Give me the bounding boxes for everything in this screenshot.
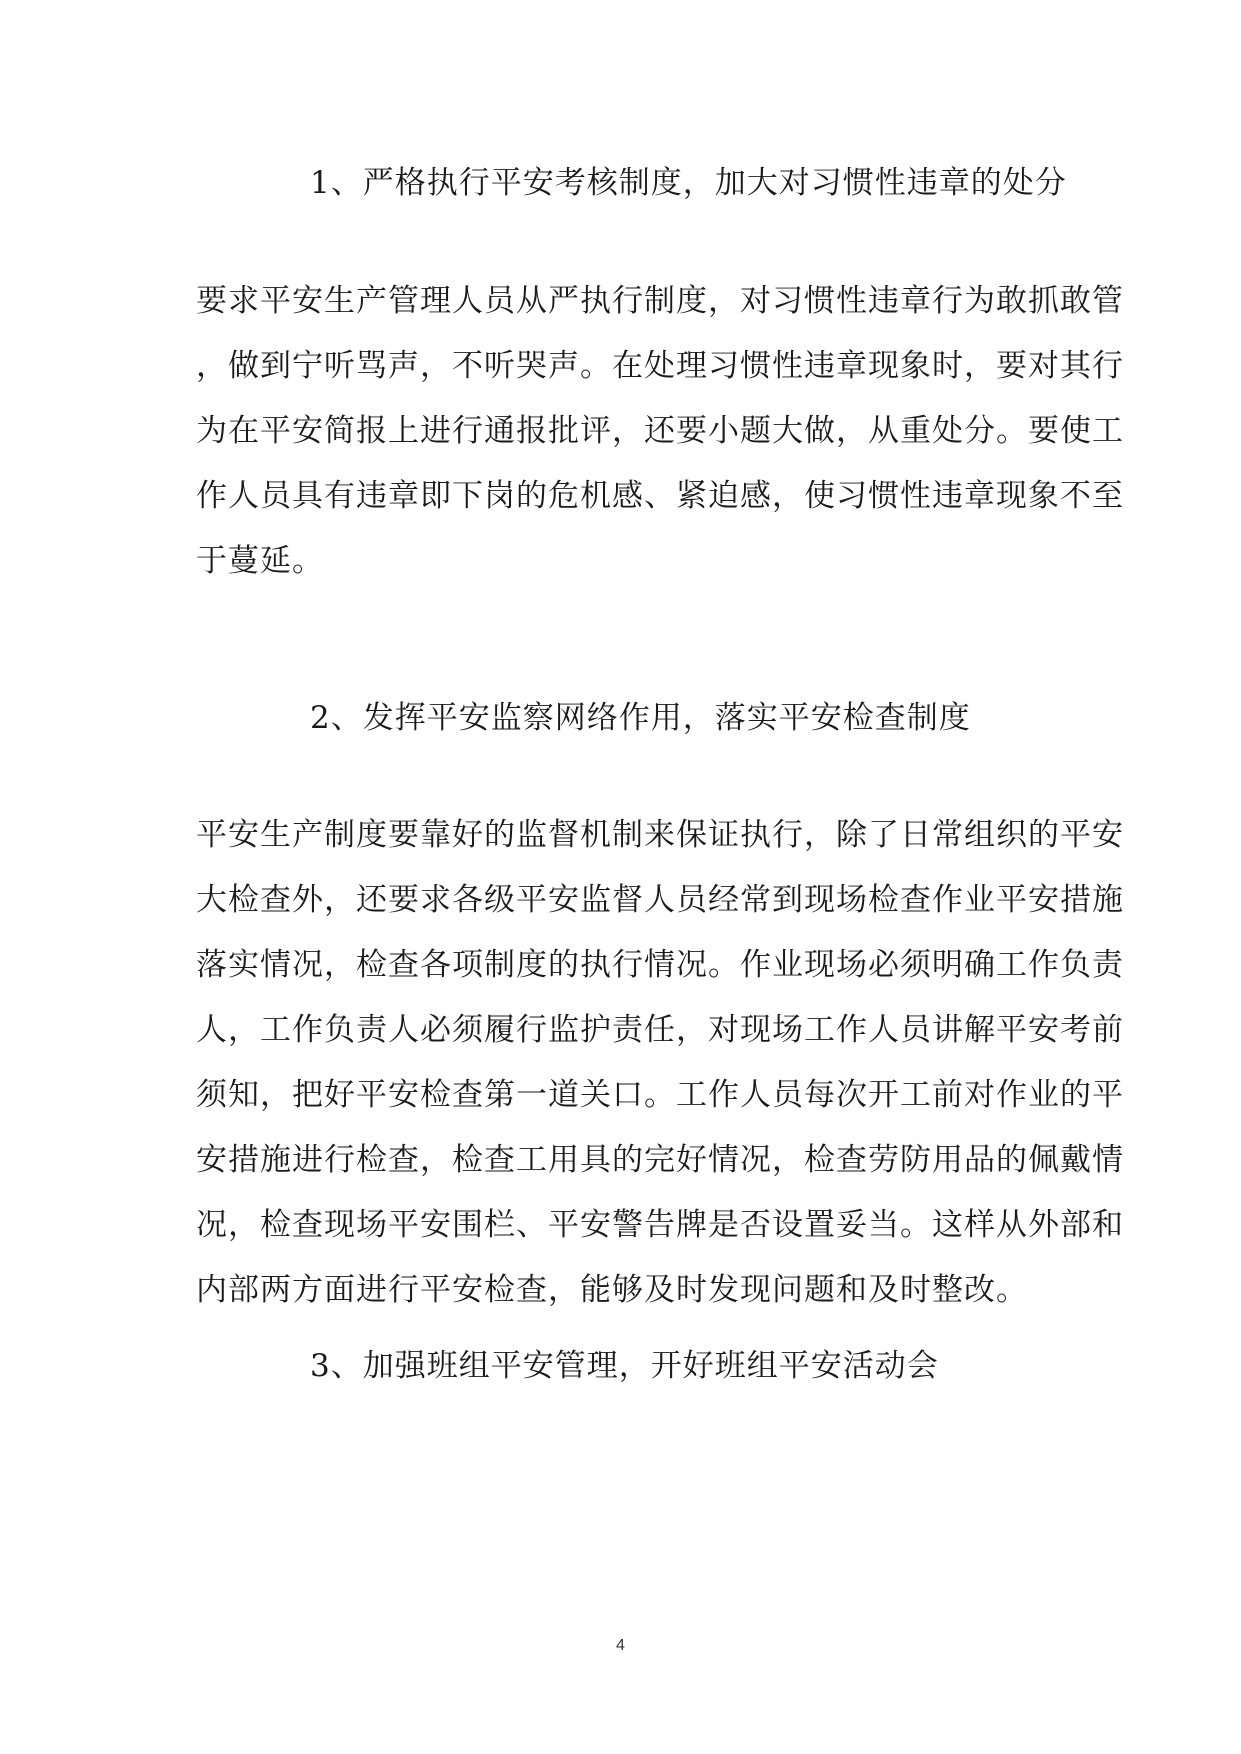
section-2-line-4: 人，工作负责人必须履行监护责任，对现场工作人员讲解平安考前 bbox=[196, 1012, 1124, 1048]
section-2-heading: 2、发挥平安监察网络作用，落实平安检查制度 bbox=[310, 700, 971, 736]
section-2-line-2: 大检查外，还要求各级平安监督人员经常到现场检查作业平安措施 bbox=[196, 882, 1124, 918]
section-2-line-5: 须知，把好平安检查第一道关口。工作人员每次开工前对作业的平 bbox=[196, 1077, 1124, 1113]
section-2-line-6: 安措施进行检查，检查工用具的完好情况，检查劳防用品的佩戴情 bbox=[196, 1142, 1124, 1178]
section-1-line-3: 为在平安简报上进行通报批评，还要小题大做，从重处分。要使工 bbox=[196, 413, 1124, 449]
section-2-line-8: 内部两方面进行平安检查，能够及时发现问题和及时整改。 bbox=[196, 1272, 1028, 1308]
section-2-line-7: 况，检查现场平安围栏、平安警告牌是否设置妥当。这样从外部和 bbox=[196, 1207, 1124, 1243]
section-2-line-3: 落实情况，检查各项制度的执行情况。作业现场必须明确工作负责 bbox=[196, 947, 1124, 983]
section-1-heading: 1、严格执行平安考核制度，加大对习惯性违章的处分 bbox=[310, 165, 1067, 201]
section-3-heading: 3、加强班组平安管理，开好班组平安活动会 bbox=[310, 1348, 939, 1384]
page-number: 4 bbox=[616, 1637, 625, 1654]
section-1-line-2: ，做到宁听骂声，不听哭声。在处理习惯性违章现象时，要对其行 bbox=[196, 348, 1124, 384]
section-1-line-1: 要求平安生产管理人员从严执行制度，对习惯性违章行为敢抓敢管 bbox=[196, 283, 1124, 319]
section-2-line-1: 平安生产制度要靠好的监督机制来保证执行，除了日常组织的平安 bbox=[196, 817, 1124, 853]
section-1-line-5: 于蔓延。 bbox=[196, 543, 324, 579]
section-1-line-4: 作人员具有违章即下岗的危机感、紧迫感，使习惯性违章现象不至 bbox=[196, 478, 1124, 514]
